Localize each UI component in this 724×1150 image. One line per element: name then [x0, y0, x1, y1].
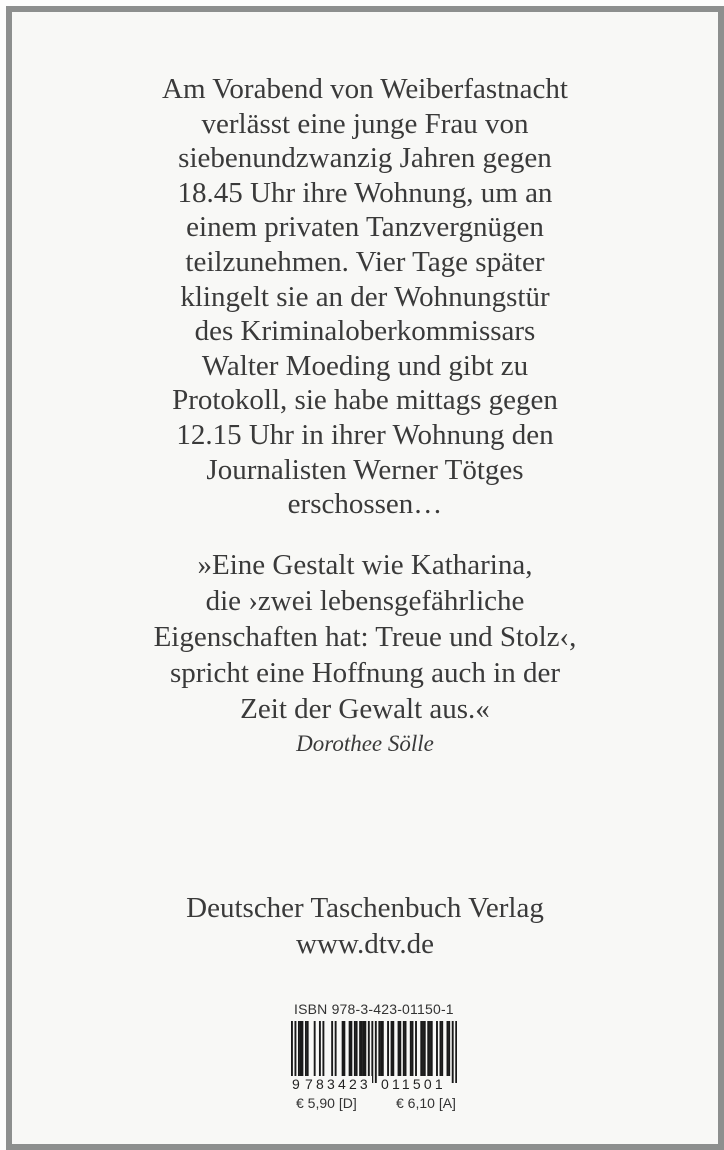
- barcode-bar: [391, 1021, 393, 1076]
- barcode-bar: [300, 1021, 302, 1076]
- barcode-bar: [356, 1021, 358, 1076]
- barcode-bar: [440, 1021, 442, 1076]
- blurb-line: 18.45 Uhr ihre Wohnung, um an: [177, 176, 553, 209]
- barcode-bar: [354, 1021, 356, 1076]
- barcode-bar: [431, 1021, 433, 1076]
- blurb-line: des Kriminaloberkommissars: [194, 315, 536, 348]
- barcode-bar: [452, 1021, 454, 1083]
- publisher-website: www.dtv.de: [296, 928, 434, 960]
- publisher-name: Deutscher Taschenbuch Verlag: [186, 892, 544, 924]
- barcode-bar: [363, 1021, 365, 1076]
- barcode-bar: [364, 1021, 366, 1076]
- barcode-bar: [319, 1021, 321, 1076]
- blurb-line: verlässt eine junge Frau von: [201, 107, 529, 140]
- barcode-bar: [361, 1021, 363, 1076]
- barcode-bar: [307, 1021, 309, 1076]
- blurb-line: klingelt sie an der Wohnungstür: [180, 280, 550, 313]
- barcode-bar: [350, 1021, 352, 1076]
- barcode-bar: [314, 1021, 316, 1076]
- price-germany: € 5,90 [D]: [296, 1095, 357, 1111]
- review-quote: [12, 547, 718, 761]
- price-austria: € 6,10 [A]: [396, 1095, 456, 1111]
- quote-line: »Eine Gestalt wie Katharina,: [197, 549, 533, 581]
- barcode-bar: [448, 1021, 450, 1076]
- barcode-bar: [455, 1021, 457, 1083]
- barcode-bar: [349, 1021, 351, 1076]
- isbn-label: ISBN 978-3-423-01150-1: [294, 1001, 454, 1017]
- blurb-line: einem privaten Tanzvergnügen: [186, 211, 544, 244]
- barcode-bar: [424, 1021, 426, 1076]
- barcode-bar: [342, 1021, 344, 1076]
- book-back-cover: [6, 6, 724, 1150]
- barcode-digits-right: 011501: [381, 1076, 446, 1092]
- barcode-bar: [368, 1021, 370, 1076]
- publisher-block: [12, 890, 718, 962]
- blurb-line: 12.15 Uhr in ihrer Wohnung den: [176, 418, 554, 451]
- barcode-bar: [359, 1021, 361, 1076]
- barcode-bar: [427, 1021, 429, 1076]
- barcode-bar: [294, 1021, 296, 1083]
- blurb-line: erschossen…: [287, 488, 443, 521]
- barcode-bar: [412, 1021, 414, 1076]
- barcode-bar: [343, 1021, 345, 1076]
- barcode-bar: [415, 1021, 417, 1076]
- barcode-bar: [371, 1021, 373, 1083]
- quote-author: Dorothee Sölle: [296, 731, 434, 756]
- blurb-line: Am Vorabend von Weiberfastnacht: [162, 73, 568, 105]
- quote-line: Eigenschaften hat: Treue und Stolz‹,: [153, 621, 577, 653]
- barcode-bar: [399, 1021, 401, 1076]
- barcode-bar: [380, 1021, 382, 1076]
- isbn-barcode: [291, 1021, 457, 1083]
- blurb-line: Journalisten Werner Tötges: [206, 453, 524, 486]
- barcode-bar: [403, 1021, 405, 1076]
- barcode-bar: [420, 1021, 422, 1076]
- barcode-bar: [441, 1021, 443, 1076]
- quote-line: Zeit der Gewalt aus.«: [240, 693, 490, 725]
- barcode-bar: [322, 1021, 324, 1076]
- quote-line: die ›zwei lebensgefährliche: [205, 585, 525, 617]
- barcode-bar: [305, 1021, 307, 1076]
- barcode-bar: [429, 1021, 431, 1076]
- barcode-bar: [436, 1021, 438, 1076]
- quote-line: spricht eine Hoffnung auch in der: [169, 657, 561, 689]
- barcode-bar: [301, 1021, 303, 1076]
- blurb-line: siebenundzwanzig Jahren gegen: [178, 142, 552, 175]
- blurb-line: Protokoll, sie habe mittags gegen: [172, 384, 558, 417]
- barcode-bar: [387, 1021, 389, 1076]
- barcode-bar: [398, 1021, 400, 1076]
- blurb-text: [12, 72, 718, 522]
- barcode-bar: [392, 1021, 394, 1076]
- barcode-bar: [298, 1021, 300, 1076]
- barcode-bar: [335, 1021, 337, 1076]
- blurb-line: teilzunehmen. Vier Tage später: [185, 245, 545, 278]
- blurb-line: Walter Moeding und gibt zu: [201, 349, 529, 382]
- barcode-bar: [422, 1021, 424, 1076]
- barcode-bar: [405, 1021, 407, 1076]
- barcode-digits-left: 783423: [305, 1076, 371, 1092]
- barcode-bar: [410, 1021, 412, 1076]
- barcode-digit-prefix: 9: [292, 1076, 300, 1092]
- barcode-bar: [375, 1021, 377, 1083]
- barcode-bar: [291, 1021, 293, 1083]
- barcode-bar: [331, 1021, 333, 1076]
- barcode-bar: [382, 1021, 384, 1076]
- barcode-bar: [378, 1021, 380, 1076]
- barcode-bar: [447, 1021, 449, 1076]
- barcode-digits: [291, 1076, 463, 1092]
